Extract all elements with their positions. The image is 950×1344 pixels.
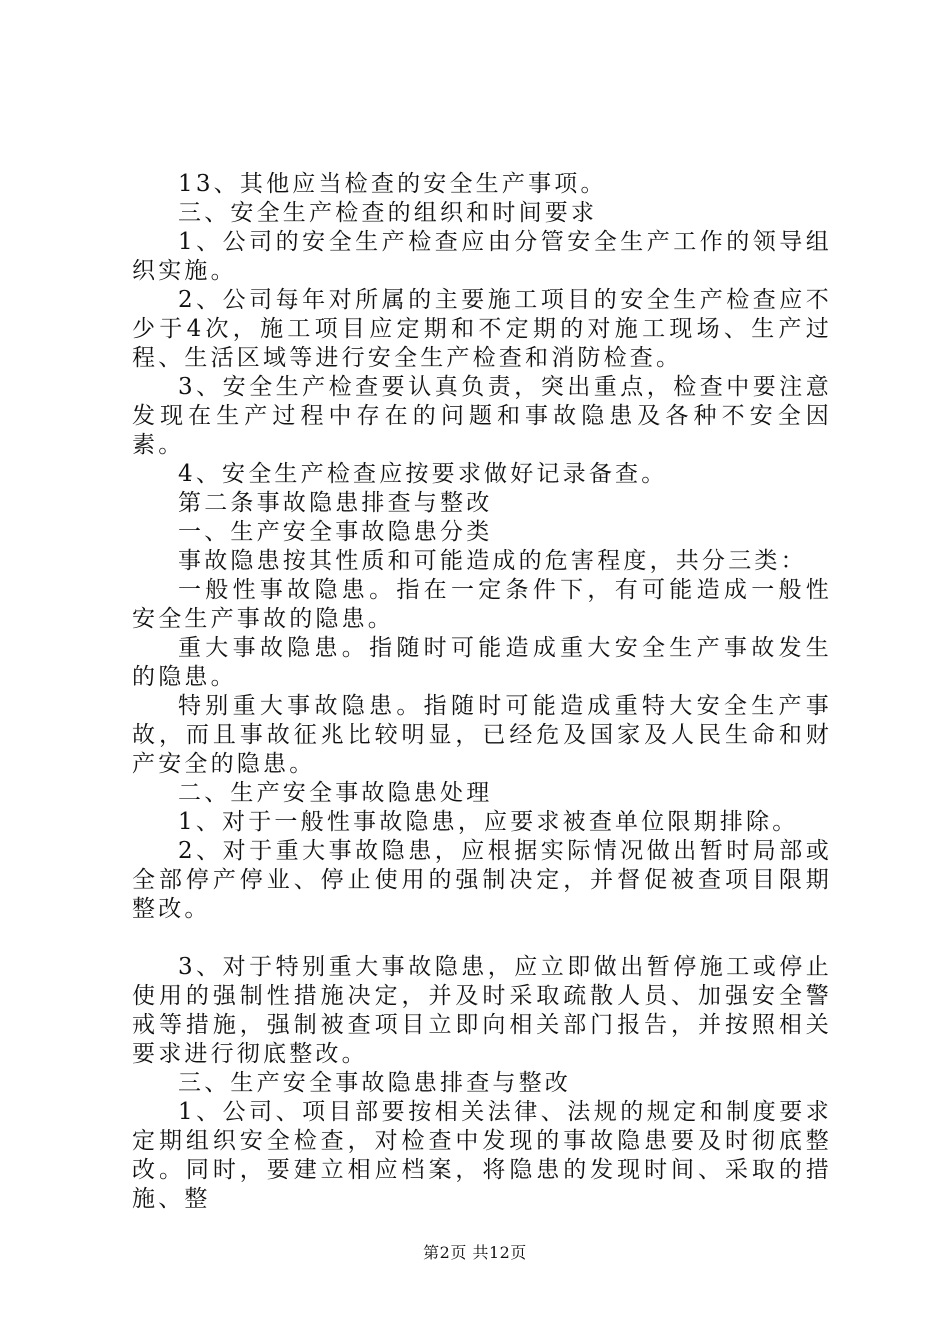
paragraph: 4、安全生产检查应按要求做好记录备查。 bbox=[178, 461, 668, 487]
paragraph: 一般性事故隐患。指在一定条件下，有可能造成一般性安全生产事故的隐患。 bbox=[132, 577, 832, 632]
paragraph: 13、其他应当检查的安全生产事项。 bbox=[178, 171, 607, 197]
paragraph: 事故隐患按其性质和可能造成的危害程度，共分三类： bbox=[178, 548, 807, 574]
section-heading: 三、生产安全事故隐患排查与整改 bbox=[178, 1070, 571, 1096]
paragraph: 1、对于一般性事故隐患，应要求被查单位限期排除。 bbox=[178, 809, 799, 835]
section-heading: 三、安全生产检查的组织和时间要求 bbox=[178, 200, 598, 226]
paragraph: 2、对于重大事故隐患，应根据实际情况做出暂时局部或全部停产停业、停止使用的强制决定，并督促被查项目限期整改。 bbox=[132, 838, 832, 922]
section-heading: 一、生产安全事故隐患分类 bbox=[178, 519, 493, 545]
paragraph: 3、对于特别重大事故隐患，应立即做出暂停施工或停止使用的强制性措施决定，并及时采取疏散人员、加强安全警戒等措施，强制被查项目立即向相关部门报告，并按照相关要求进行彻底整改。 bbox=[132, 954, 832, 1067]
paragraph: 3、安全生产检查要认真负责，突出重点，检查中要注意发现在生产过程中存在的问题和事故隐患及各种不安全因素。 bbox=[132, 374, 832, 458]
page-footer: 第2页 共12页 bbox=[423, 1243, 527, 1262]
paragraph: 1、公司、项目部要按相关法律、法规的规定和制度要求定期组织安全检查，对检查中发现的事故隐患要及时彻底整改。同时，要建立相应档案，将隐患的发现时间、采取的措施、整 bbox=[132, 1099, 832, 1212]
blank-line bbox=[132, 924, 832, 953]
paragraph: 特别重大事故隐患。指随时可能造成重特大安全生产事故，而且事故征兆比较明显，已经危及国家及人民生命和财产安全的隐患。 bbox=[132, 693, 832, 777]
section-heading: 二、生产安全事故隐患处理 bbox=[178, 780, 493, 806]
paragraph: 1、公司的安全生产检查应由分管安全生产工作的领导组织实施。 bbox=[132, 229, 832, 284]
article-heading: 第二条事故隐患排查与整改 bbox=[178, 490, 493, 516]
paragraph: 重大事故隐患。指随时可能造成重大安全生产事故发生的隐患。 bbox=[132, 635, 832, 690]
document-body bbox=[132, 170, 832, 1214]
paragraph: 2、公司每年对所属的主要施工项目的安全生产检查应不少于4次，施工项目应定期和不定期的对施工现场、生产过程、生活区域等进行安全生产检查和消防检查。 bbox=[132, 287, 832, 371]
